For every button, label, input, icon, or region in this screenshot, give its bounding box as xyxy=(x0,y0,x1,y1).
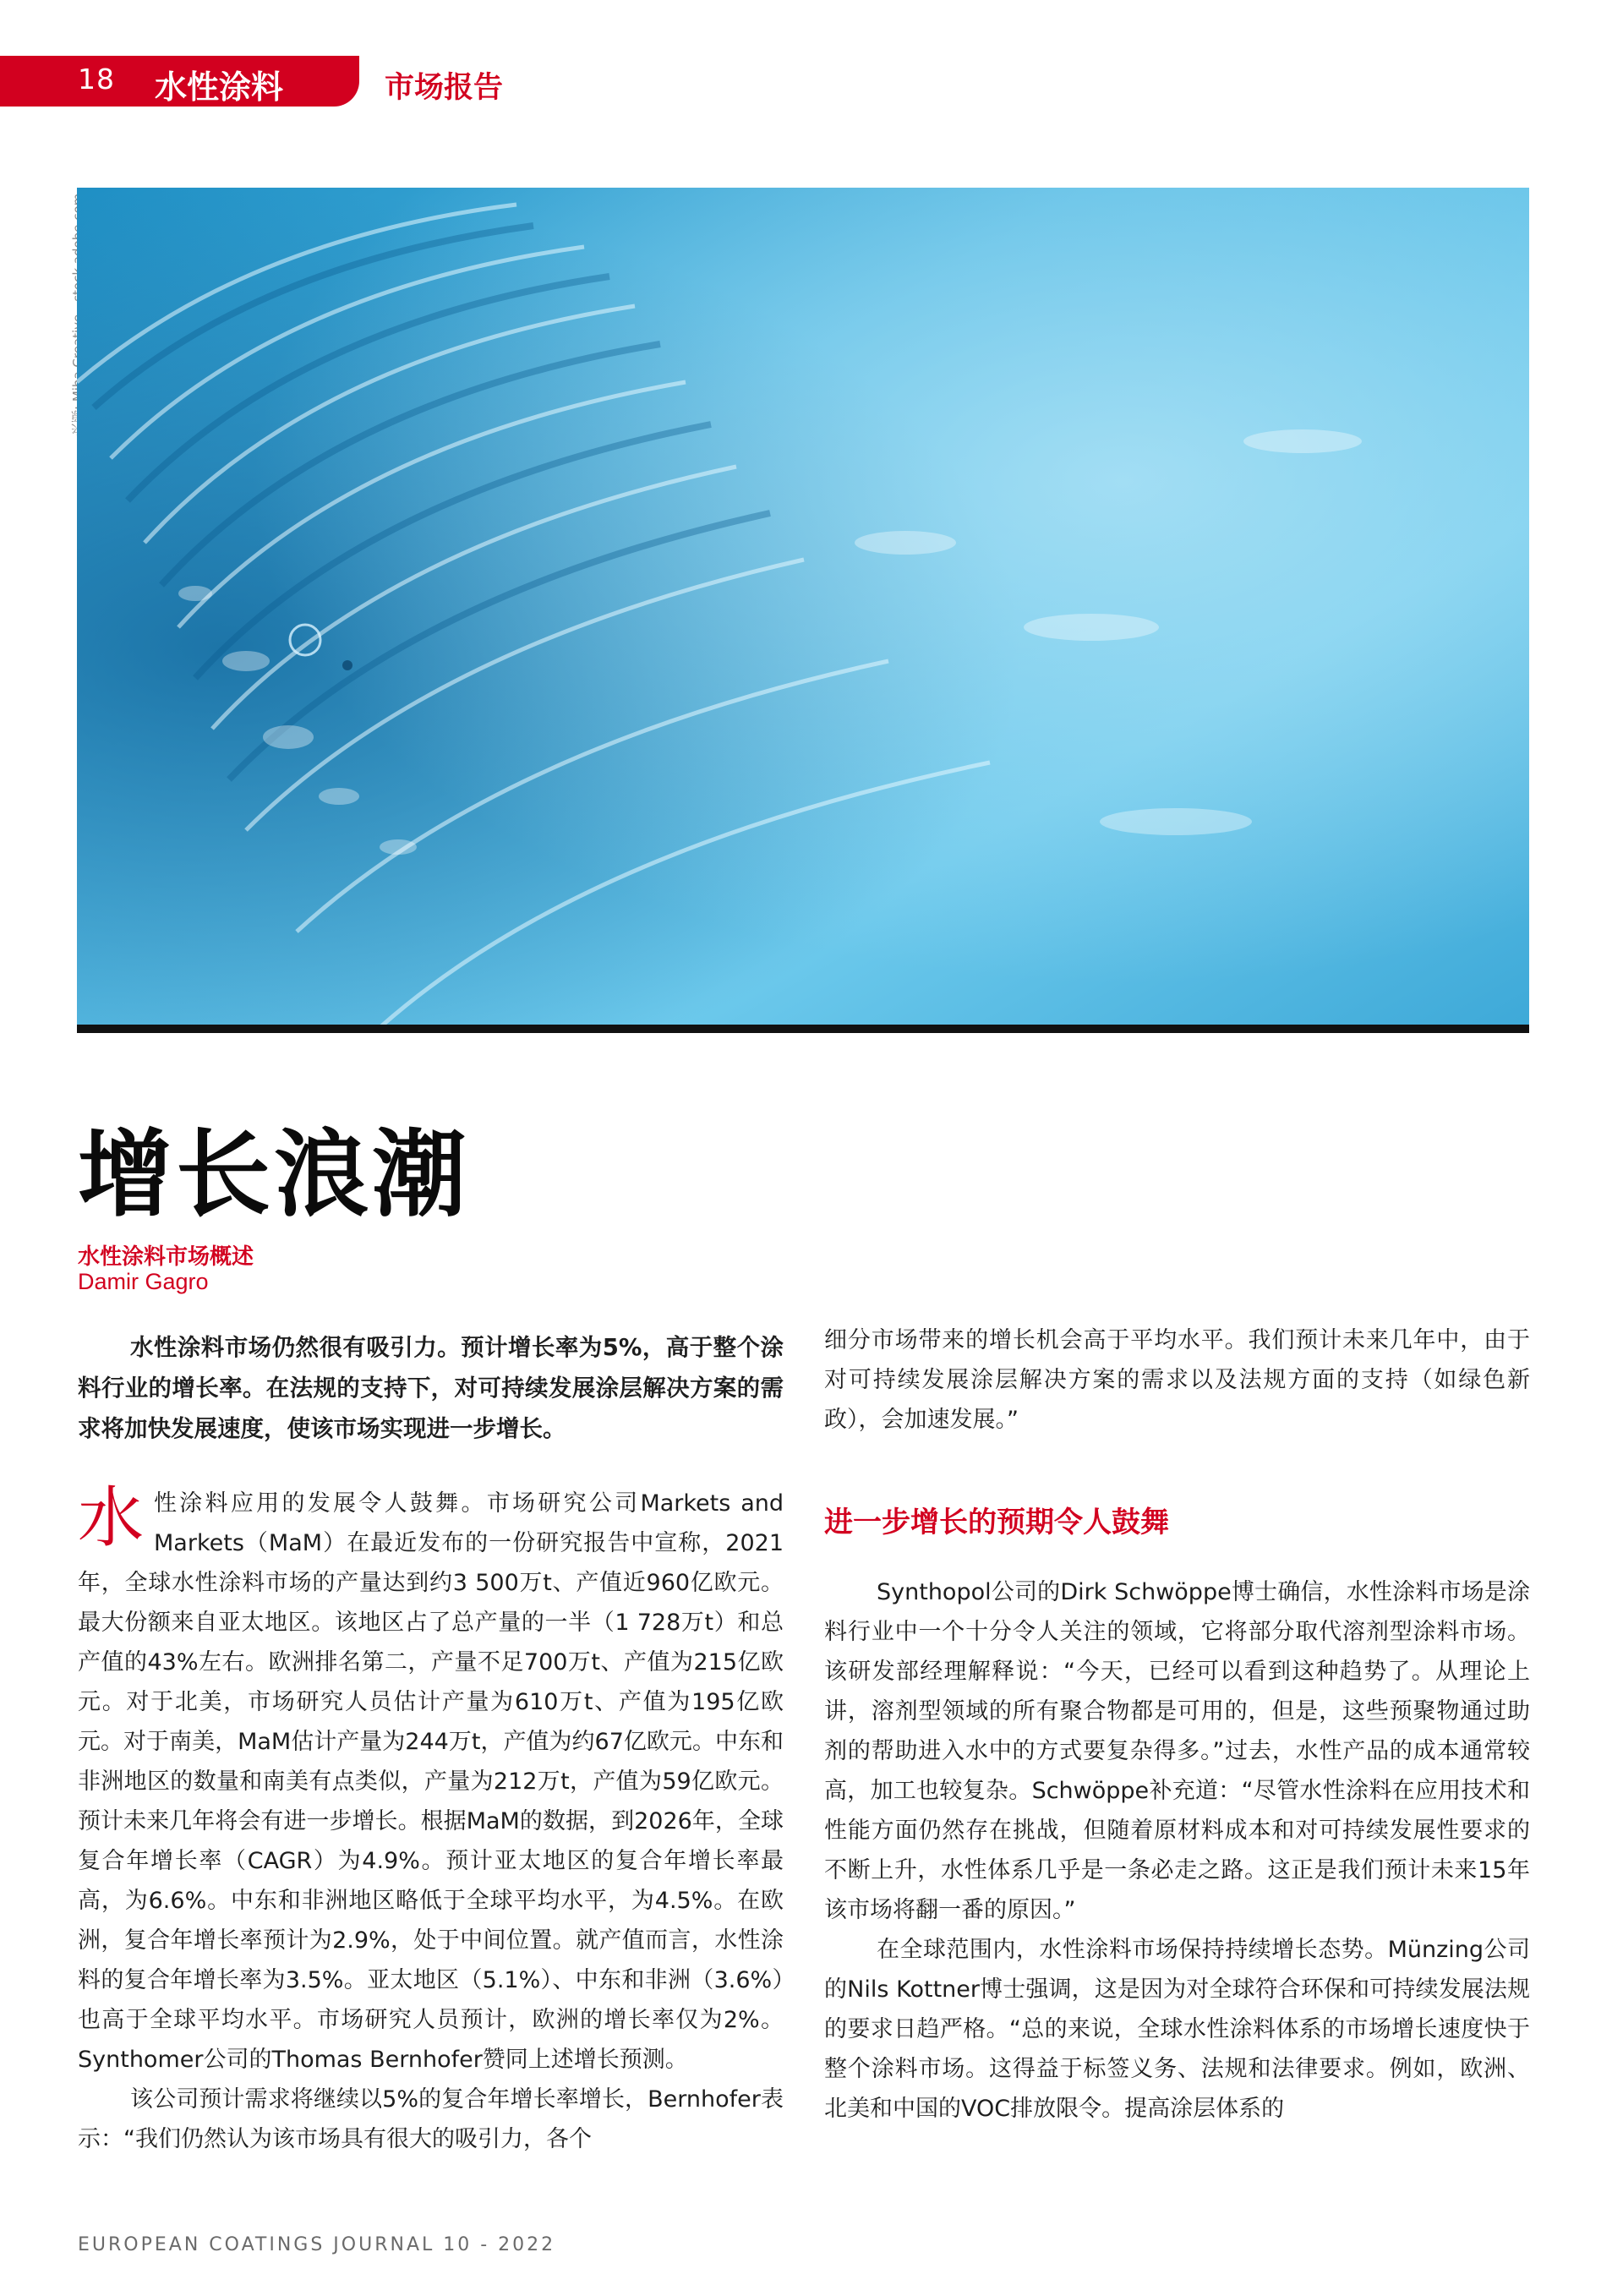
body-paragraph: 该公司预计需求将继续以5%的复合年增长率增长，Bernhofer表示：“我们仍然认为该市场具有很大的吸引力，各个 xyxy=(78,2086,784,2152)
body-paragraph: 在全球范围内，水性涂料市场保持持续增长态势。Münzing公司的Nils Kottner博士强调，这是因为对全球符合环保和可持续发展法规的要求日趋严格。“总的来说，全球水性涂料体系的市场增长速度快于整个涂料市场。这得益于标签义务、法规和法律要求。例如，欧洲、北美和中国的VOC排放限令。提高涂层体系的 xyxy=(824,1937,1530,2122)
water-photo xyxy=(77,188,1529,1026)
section-heading: 进一步增长的预期令人鼓舞 xyxy=(824,1506,1169,1539)
drop-cap: 水 xyxy=(78,1480,145,1556)
image-bottom-rule xyxy=(77,1025,1529,1033)
article-author: Damir Gagro xyxy=(78,1269,209,1294)
section-label: 水性涂料 xyxy=(155,68,284,106)
footer-journal: EUROPEAN COATINGS JOURNAL 10 - 2022 xyxy=(78,2234,556,2255)
left-column xyxy=(78,1480,784,2159)
paragraph-text: 性涂料应用的发展令人鼓舞。市场研究公司Markets and Markets（MaM）在最近发布的一份研究报告中宣称，2021年，全球水性涂料市场的产量达到约3 500万t、产值近960亿欧元。最大份额来自亚太地区。该地区占了总产量的一半（1 728万t）和总产值的43%左右。欧洲排名第二，产量不足700万t、产值为215亿欧元。对于北美，市场研究人员估计产量为610万t、产值为195亿欧元。对于南美，MaM估计产量为244万t，产值为约67亿欧元。中东和非洲地区的数量和南美有点类似，产量为212万t，产值为59亿欧元。预计未来几年将会有进一步增长。根据MaM的数据，到2026年，全球复合年增长率（CAGR）为4.9%。预计亚太地区的复合年增长率最高，为6.6%。中东和非洲地区略低于全球平均水平，为4.5%。在欧洲，复合年增长率预计为2.9%，处于中间位置。就产值而言，水性涂料的复合年增长率为3.5%。亚太地区（5.1%）、中东和非洲（3.6%）也高于全球平均水平。市场研究人员预计，欧洲的增长率仅为2%。Synthomer公司的Thomas Bernhofer赞同上述增长预测。 xyxy=(78,1490,784,2073)
article-lead: 水性涂料市场仍然很有吸引力。预计增长率为5%，高于整个涂料行业的增长率。在法规的支持下，对可持续发展涂层解决方案的需求将加快发展速度，使该市场实现进一步增长。 xyxy=(78,1334,784,1442)
article-title: 增长浪潮 xyxy=(78,1120,470,1230)
body-paragraph: Synthopol公司的Dirk Schwöppe博士确信，水性涂料市场是涂料行业中一个十分令人关注的领域，它将部分取代溶剂型涂料市场。该研发部经理解释说：“今天，已经可以看到这种趋势了。从理论上讲，溶剂型领域的所有聚合物都是可用的，但是，这些预聚物通过助剂的帮助进入水中的方式要复杂得多。”过去，水性产品的成本通常较高，加工也较复杂。Schwöppe补充道：“尽管水性涂料在应用技术和性能方面仍然存在挑战，但随着原材料成本和对可持续发展性要求的不断上升，水性体系几乎是一条必走之路。这正是我们预计未来15年该市场将翻一番的原因。” xyxy=(824,1579,1530,1923)
category-label: 市场报告 xyxy=(385,71,504,105)
body-paragraph xyxy=(78,1480,784,2080)
page-number: 18 xyxy=(78,63,115,96)
right-column-continued: 细分市场带来的增长机会高于平均水平。我们预计未来几年中，由于对可持续发展涂层解决方案的需求以及法规方面的支持（如绿色新政），会加速发展。” xyxy=(824,1327,1530,1433)
right-column xyxy=(824,1572,1530,2129)
article-subtitle: 水性涂料市场概述 xyxy=(78,1244,254,1270)
